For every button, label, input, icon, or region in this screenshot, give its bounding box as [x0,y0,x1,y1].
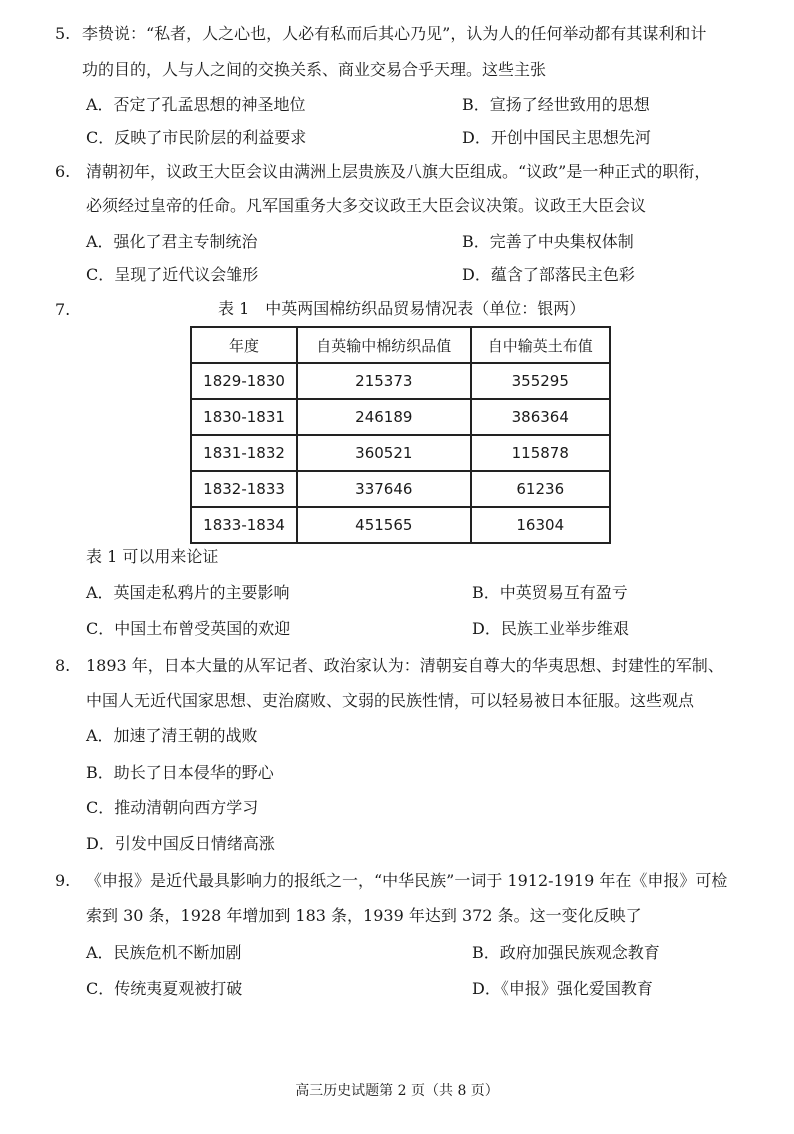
table-cell: 337646 [297,471,470,507]
question-stem-line: 李贽说：“私者，人之心也，人必有私而后其心乃见”，认为人的任何举动都有其谋利和计 [82,24,707,43]
table-cell: 1831-1832 [191,435,297,471]
column-header: 自英输中棉纺织品值 [297,327,470,363]
question-number: 9. [55,871,71,890]
option-b: B．政府加强民族观念教育 [472,943,660,962]
option-c: C．反映了市民阶层的利益要求 [86,128,307,147]
option-d: D．蕴含了部落民主色彩 [462,265,635,284]
table-row [191,399,610,435]
question-stem-line: 中国人无近代国家思想、吏治腐败、文弱的民族性情，可以轻易被日本征服。这些观点 [86,691,695,710]
question-number: 5. [55,24,71,43]
table-cell: 115878 [471,435,611,471]
table-row [191,471,610,507]
question-stem-line: 功的目的，人与人之间的交换关系、商业交易合乎天理。这些主张 [82,60,547,79]
table-cell: 1833-1834 [191,507,297,543]
table-caption: 表 1 中英两国棉纺织品贸易情况表（单位：银两） [218,299,586,318]
table-cell: 355295 [471,363,611,399]
option-d: D．《申报》强化爱国教育 [472,979,653,998]
option-a: A．民族危机不断加剧 [86,943,242,962]
question-stem-line: 1893 年，日本大量的从军记者、政治家认为：清朝妄自尊大的华夷思想、封建性的军制、 [86,656,724,675]
table-row [191,435,610,471]
table-cell: 215373 [297,363,470,399]
table-cell: 386364 [471,399,611,435]
option-a: A．强化了君主专制统治 [86,232,258,251]
option-b: B．中英贸易互有盈亏 [472,583,628,602]
option-c: C．中国土布曾受英国的欢迎 [86,619,291,638]
question-number: 6. [55,162,71,181]
table-row [191,363,610,399]
table-header-row [191,327,610,363]
option-c: C．呈现了近代议会雏形 [86,265,259,284]
table-cell: 360521 [297,435,470,471]
page-footer: 高三历史试题第 2 页（共 8 页） [295,1083,499,1099]
table-cell: 61236 [471,471,611,507]
table-cell: 1830-1831 [191,399,297,435]
column-header: 年度 [191,327,297,363]
question-stem-line: 《申报》是近代最具影响力的报纸之一，“中华民族”一词于 1912-1919 年在《申报》可检 [86,871,728,890]
question-number: 7. [55,300,71,319]
question-stem-line: 清朝初年，议政王大臣会议由满洲上层贵族及八旗大臣组成。“议政”是一种正式的职衔， [86,162,711,181]
table-cell: 1832-1833 [191,471,297,507]
table-row [191,507,610,543]
column-header: 自中输英土布值 [471,327,611,363]
option-c: C．传统夷夏观被打破 [86,979,243,998]
option-d: D．引发中国反日情绪高涨 [86,834,275,853]
table-cell: 451565 [297,507,470,543]
table-cell: 246189 [297,399,470,435]
question-stem-line: 必须经过皇帝的任命。凡军国重务大多交议政王大臣会议决策。议政王大臣会议 [86,196,647,215]
option-d: D．开创中国民主思想先河 [462,128,651,147]
option-b: B．助长了日本侵华的野心 [86,763,274,782]
trade-table [190,326,611,544]
table-cell: 16304 [471,507,611,543]
option-c: C．推动清朝向西方学习 [86,798,259,817]
table-cell: 1829-1830 [191,363,297,399]
option-a: A．加速了清王朝的战败 [86,726,258,745]
option-b: B．完善了中央集权体制 [462,232,634,251]
question-number: 8. [55,656,71,675]
question-stem-line: 索到 30 条，1928 年增加到 183 条，1939 年达到 372 条。这一变化反映了 [86,906,642,925]
question-stem-line: 表 1 可以用来论证 [86,547,219,566]
option-d: D．民族工业举步维艰 [472,619,629,638]
option-b: B．宣扬了经世致用的思想 [462,95,650,114]
option-a: A．英国走私鸦片的主要影响 [86,583,290,602]
option-a: A．否定了孔孟思想的神圣地位 [86,95,306,114]
